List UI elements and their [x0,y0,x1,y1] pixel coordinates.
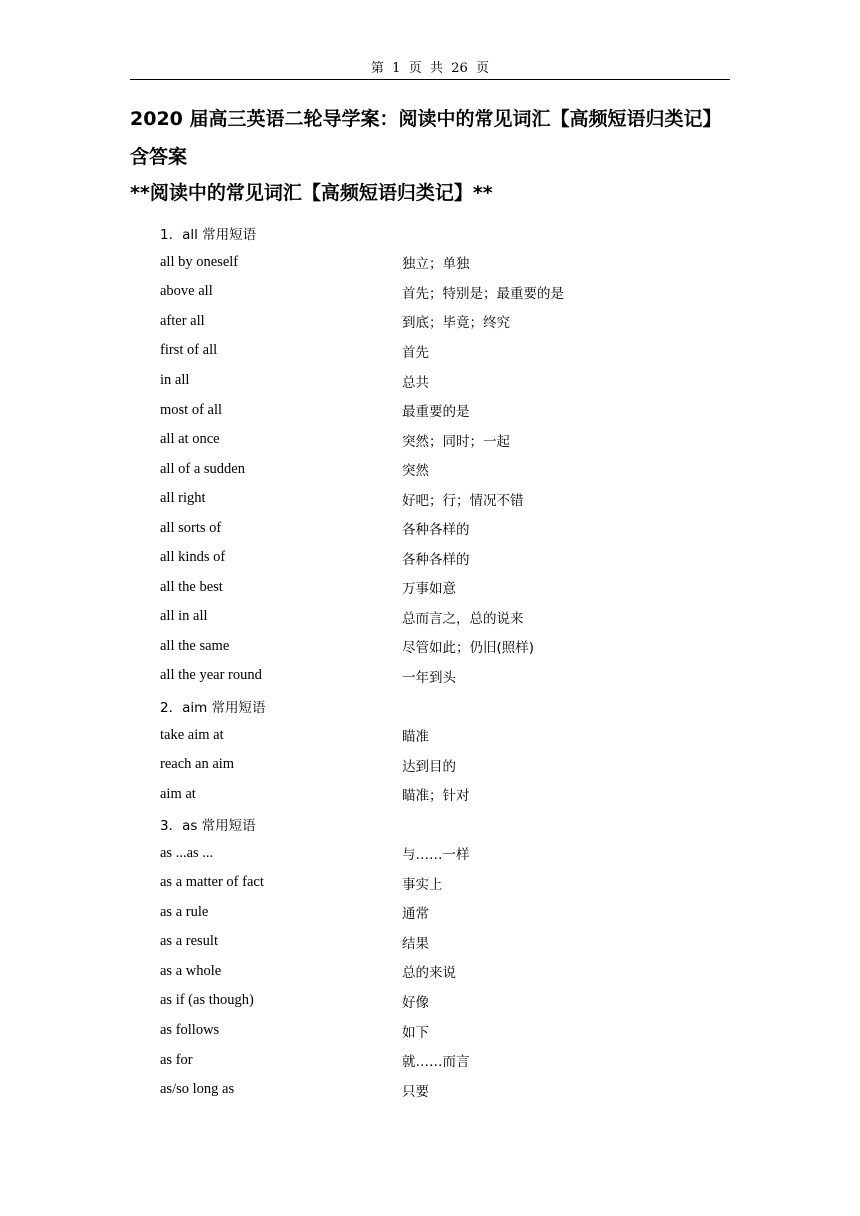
header-divider [130,79,730,80]
phrase-english: all kinds of [160,549,226,566]
phrase-group-title: 1．all 常用短语 [160,226,257,243]
section-heading: **阅读中的常见词汇【高频短语归类记】** [130,182,493,204]
phrase-group-heading [160,691,740,721]
phrase-chinese: 首先 [402,344,429,361]
phrase-row [160,1045,740,1075]
phrase-row [160,720,740,750]
phrase-english: above all [160,283,213,300]
phrase-english: all the best [160,578,223,595]
phrase-row [160,307,740,337]
phrase-row [160,957,740,987]
phrase-chinese: 总共 [402,374,429,391]
phrase-row [160,661,740,691]
phrase-english: all in all [160,608,208,625]
phrase-english: take aim at [160,726,224,743]
phrase-chinese: 好像 [402,994,429,1011]
phrase-english: aim at [160,785,196,802]
phrase-row [160,927,740,957]
phrase-chinese: 达到目的 [402,758,456,775]
phrase-english: as for [160,1051,193,1068]
phrase-row [160,986,740,1016]
phrase-row [160,868,740,898]
phrase-row [160,454,740,484]
phrase-english: first of all [160,342,218,359]
phrase-english: all at once [160,431,220,448]
phrase-english: most of all [160,401,223,418]
phrase-row [160,484,740,514]
phrase-english: as follows [160,1022,220,1039]
phrase-chinese: 总而言之，总的说来 [402,610,524,627]
phrase-chinese: 总的来说 [402,965,456,982]
phrase-row [160,838,740,868]
phrase-row [160,602,740,632]
phrase-english: all sorts of [160,519,222,536]
document-title-line-2: 含答案 [130,146,188,168]
phrase-row [160,248,740,278]
phrase-english: as if (as though) [160,992,254,1009]
phrase-english: all of a sudden [160,460,245,477]
phrase-chinese: 尽管如此；仍旧(照样) [402,640,535,657]
phrase-chinese: 瞄准；针对 [402,788,470,805]
phrase-row [160,395,740,425]
phrase-list [160,218,740,1104]
phrase-row [160,1016,740,1046]
phrase-row [160,632,740,662]
phrase-chinese: 事实上 [402,876,443,893]
phrase-row [160,513,740,543]
phrase-english: all the same [160,637,230,654]
phrase-chinese: 各种各样的 [402,522,470,539]
phrase-row [160,277,740,307]
phrase-english: in all [160,372,190,388]
phrase-chinese: 与……一样 [402,847,470,864]
phrase-chinese: 只要 [402,1083,429,1100]
phrase-row [160,573,740,603]
phrase-chinese: 首先；特别是；最重要的是 [402,285,564,302]
document-title-line-1: 2020 届高三英语二轮导学案：阅读中的常见词汇【高频短语归类记】 [130,108,722,130]
phrase-english: all right [160,490,206,507]
phrase-chinese: 通常 [402,906,429,923]
phrase-chinese: 一年到头 [402,669,456,686]
phrase-row [160,425,740,455]
phrase-chinese: 瞄准 [402,729,429,746]
phrase-chinese: 结果 [402,935,429,952]
phrase-chinese: 万事如意 [402,581,456,598]
phrase-english: all the year round [160,667,262,684]
phrase-english: all by oneself [160,253,239,270]
phrase-row [160,543,740,573]
phrase-row [160,750,740,780]
phrase-chinese: 就……而言 [402,1054,470,1071]
phrase-row [160,898,740,928]
phrase-english: as a rule [160,903,209,920]
phrase-english: reach an aim [160,756,235,773]
document-title [130,100,740,176]
phrase-group-title: 2．aim 常用短语 [160,699,266,716]
phrase-chinese: 到底；毕竟；终究 [402,315,510,332]
phrase-group-heading [160,809,740,839]
phrase-english: as a result [160,933,218,950]
phrase-english: as a matter of fact [160,874,264,891]
phrase-group-title: 3．as 常用短语 [160,817,256,834]
phrase-row [160,366,740,396]
phrase-chinese: 各种各样的 [402,551,470,568]
phrase-english: as/so long as [160,1081,235,1098]
phrase-chinese: 最重要的是 [402,404,470,421]
phrase-english: as ...as ... [160,844,214,861]
phrase-chinese: 突然 [402,463,429,480]
phrase-chinese: 独立；单独 [402,256,470,273]
phrase-english: as a whole [160,962,222,979]
phrase-chinese: 如下 [402,1024,429,1041]
page-number-header: 第 1 页 共 26 页 [370,61,490,76]
phrase-row [160,336,740,366]
phrase-row [160,1075,740,1105]
phrase-chinese: 好吧；行；情况不错 [402,492,524,509]
phrase-group-heading [160,218,740,248]
phrase-chinese: 突然；同时；一起 [402,433,510,450]
phrase-row [160,779,740,809]
phrase-english: after all [160,312,205,329]
